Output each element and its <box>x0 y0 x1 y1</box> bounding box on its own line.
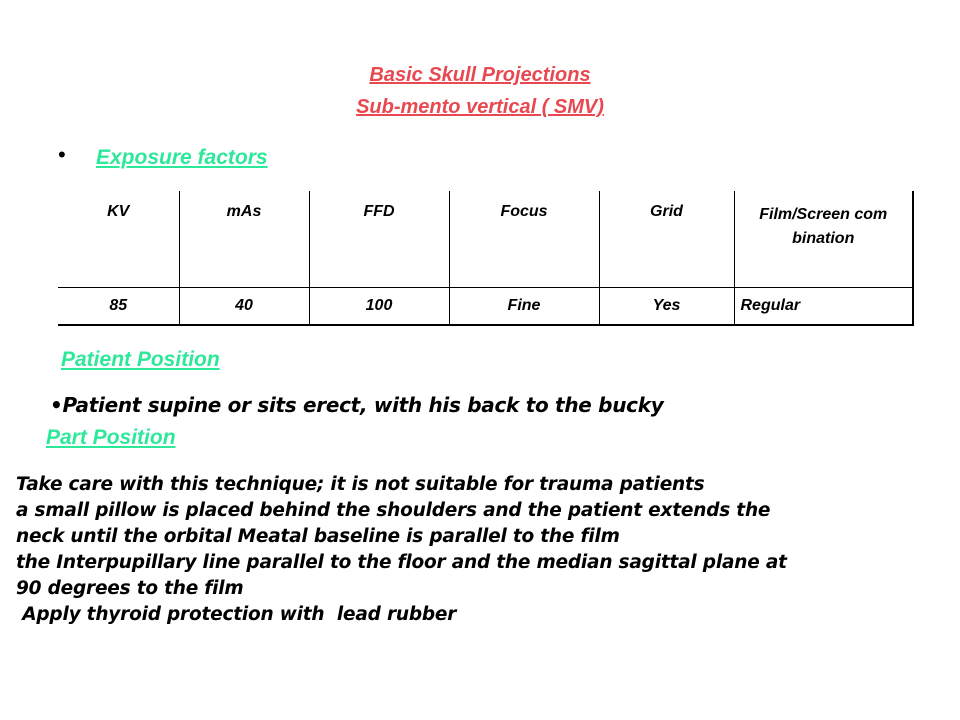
part-line: Take care with this technique; it is not suitable for trauma patients <box>16 474 705 495</box>
value-mas: 40 <box>179 287 309 325</box>
header-kv: KV <box>58 191 179 287</box>
table-row <box>58 287 913 325</box>
value-focus: Fine <box>449 287 599 325</box>
part-line: a small pillow is placed behind the shoulders and the patient extends the <box>16 500 771 521</box>
header-ffd: FFD <box>309 191 449 287</box>
value-grid: Yes <box>599 287 734 325</box>
table-header-row <box>58 191 913 287</box>
value-kv: 85 <box>58 287 179 325</box>
part-line: neck until the orbital Meatal baseline is parallel to the film <box>16 526 620 547</box>
value-film-screen: Regular <box>734 287 913 325</box>
part-position-heading: Part Position <box>46 426 176 449</box>
page-title: Basic Skull Projections <box>369 64 591 86</box>
bullet-icon: • <box>58 142 66 167</box>
header-film-screen <box>734 191 913 287</box>
header-film-screen-label: Film/Screen combination <box>759 206 888 247</box>
header-mas: mAs <box>179 191 309 287</box>
page-subtitle: Sub-mento vertical ( SMV) <box>356 96 604 118</box>
exposure-factors-table <box>58 191 914 326</box>
exposure-factors-heading: Exposure factors <box>96 146 268 169</box>
value-ffd: 100 <box>309 287 449 325</box>
part-position-text <box>16 472 946 628</box>
part-line: 90 degrees to the film <box>16 578 244 599</box>
part-line: Apply thyroid protection with lead rubber <box>16 604 457 625</box>
patient-position-heading: Patient Position <box>61 348 220 371</box>
part-line: the Interpupillary line parallel to the floor and the median sagittal plane at <box>16 552 787 573</box>
header-focus: Focus <box>449 191 599 287</box>
patient-position-text: •Patient supine or sits erect, with his back to the bucky <box>50 393 664 417</box>
header-grid: Grid <box>599 191 734 287</box>
